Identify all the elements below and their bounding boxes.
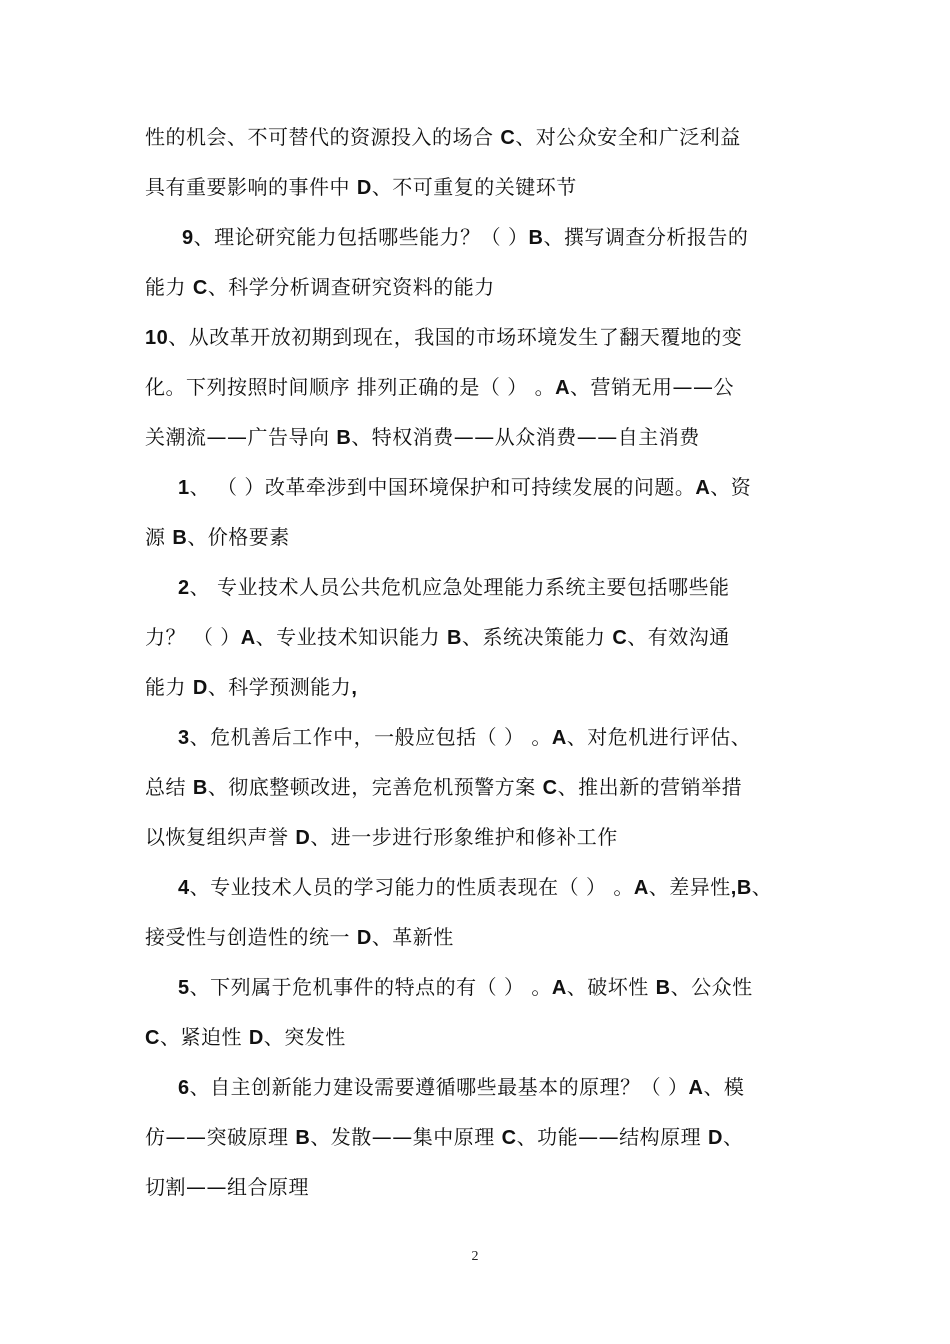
text-line: 源 B、价格要素 — [145, 525, 290, 549]
question-10: 10、从改革开放初期到现在，我国的市场环境发生了翻天覆地的变 — [145, 325, 743, 349]
option-label: B — [528, 227, 544, 249]
option-label: D — [356, 927, 372, 949]
option-label: A — [551, 727, 567, 749]
question-4: 4、专业技术人员的学习能力的性质表现在（ ） 。A、差异性,B、 — [178, 875, 773, 899]
text-line: 力？ （ ）A、专业技术知识能力 B、系统决策能力 C、有效沟通 — [145, 625, 730, 649]
text-line: 总结 B、彻底整顿改进，完善危机预警方案 C、推出新的营销举措 — [145, 775, 743, 799]
option-label: A — [555, 377, 571, 399]
option-label: ,B — [730, 877, 752, 899]
text-line: C、紧迫性 D、突发性 — [145, 1025, 346, 1049]
text-line: 仿——突破原理 B、发散——集中原理 C、功能——结构原理 D、 — [145, 1125, 744, 1149]
text-line: 能力 D、科学预测能力, — [145, 675, 358, 699]
question-1: 1、 （ ）改革牵涉到中国环境保护和可持续发展的问题。A、资 — [178, 475, 752, 499]
text-line: 性的机会、不可替代的资源投入的场合 C、对公众安全和广泛利益 — [145, 125, 741, 149]
option-label: C — [192, 277, 208, 299]
option-label: , — [351, 677, 358, 699]
question-5: 5、下列属于危机事件的特点的有（ ） 。A、破坏性 B、公众性 — [178, 975, 753, 999]
option-label: A — [695, 477, 711, 499]
option-label: 6 — [178, 1077, 190, 1099]
option-label: B — [172, 527, 188, 549]
text-line: 能力 C、科学分析调查研究资料的能力 — [145, 275, 495, 299]
option-label: B — [192, 777, 208, 799]
option-label: 9 — [182, 227, 194, 249]
question-2: 2、 专业技术人员公共危机应急处理能力系统主要包括哪些能 — [178, 575, 730, 599]
question-9: 9、理论研究能力包括哪些能力？（ ）B、撰写调查分析报告的 — [182, 225, 749, 249]
text-line: 切割——组合原理 — [145, 1175, 309, 1199]
option-label: 5 — [178, 977, 190, 999]
option-label: B — [655, 977, 671, 999]
option-label: C — [145, 1027, 160, 1049]
page-number: 2 — [471, 1249, 479, 1264]
text-line: 关潮流——广告导向 B、特权消费——从众消费——自主消费 — [145, 425, 700, 449]
option-label: A — [551, 977, 567, 999]
option-label: D — [707, 1127, 723, 1149]
option-label: 2 — [178, 577, 190, 599]
option-label: B — [295, 1127, 311, 1149]
option-label: D — [248, 1027, 264, 1049]
option-label: C — [542, 777, 558, 799]
option-label: A — [633, 877, 649, 899]
text-line: 以恢复组织声誉 D、进一步进行形象维护和修补工作 — [145, 825, 618, 849]
option-label: 1 — [178, 477, 190, 499]
question-6: 6、自主创新能力建设需要遵循哪些最基本的原理？（ ）A、模 — [178, 1075, 745, 1099]
option-label: C — [501, 1127, 517, 1149]
text-line: 具有重要影响的事件中 D、不可重复的关键环节 — [145, 175, 577, 199]
option-label: 3 — [178, 727, 190, 749]
option-label: D — [356, 177, 372, 199]
option-label: C — [500, 127, 516, 149]
option-label: B — [336, 427, 352, 449]
option-label: B — [447, 627, 462, 649]
option-label: A — [688, 1077, 704, 1099]
option-label: C — [612, 627, 628, 649]
question-3: 3、危机善后工作中，一般应包括（ ） 。A、对危机进行评估、 — [178, 725, 752, 749]
option-label: 4 — [178, 877, 190, 899]
option-label: A — [240, 627, 256, 649]
text-line: 化。下列按照时间顺序 排列正确的是（ ） 。A、营销无用——公 — [145, 375, 735, 399]
option-label: D — [192, 677, 208, 699]
option-label: 10 — [145, 327, 169, 349]
text-line: 接受性与创造性的统一 D、革新性 — [145, 925, 454, 949]
option-label: D — [295, 827, 311, 849]
